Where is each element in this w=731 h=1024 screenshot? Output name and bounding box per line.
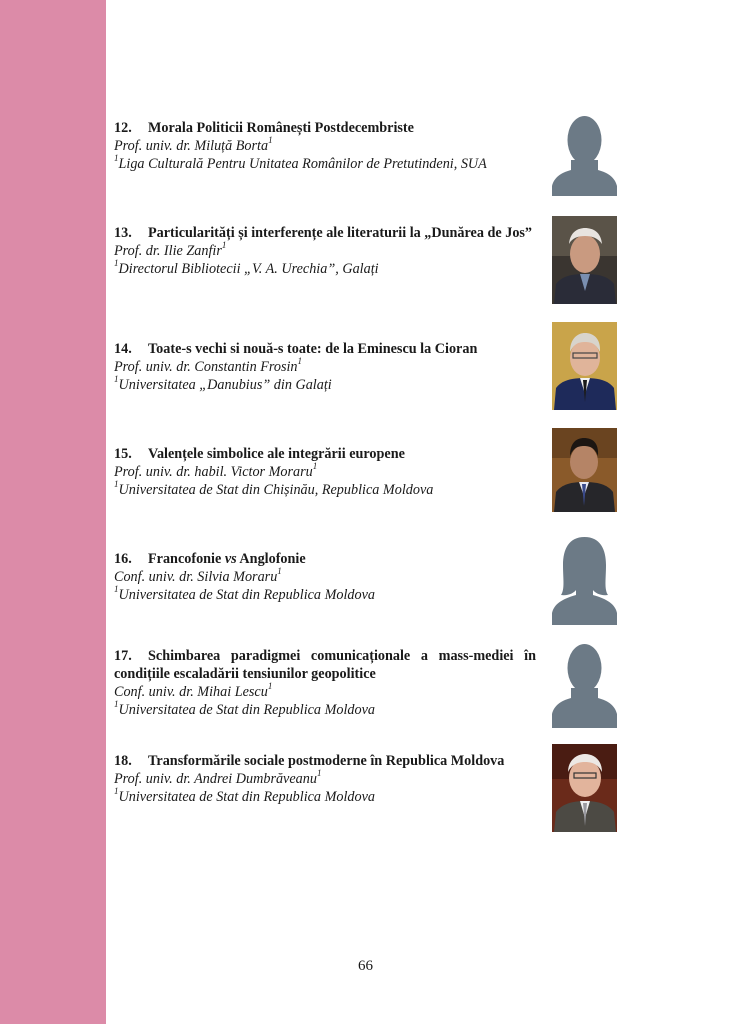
entry-18: [114, 752, 536, 806]
entry-affiliation: $^1$Universitatea de Stat din Republica Moldova: [114, 699, 376, 718]
entry-author: Prof. univ. dr. Constantin Frosin$^1$: [114, 356, 303, 375]
entry-author: Prof. dr. Ilie Zanfir$^1$: [114, 240, 227, 259]
entry-author: Prof. univ. dr. Andrei Dumbrăveanu$^1$: [114, 768, 322, 787]
side-color-band: [0, 0, 106, 1024]
entry-13: [114, 224, 536, 278]
entry-16: [114, 550, 536, 604]
entry-title: 17. Schimbarea paradigmei comunicaționale a mass-mediei în condițiile escaladării tensiunilor geopolitice: [114, 648, 536, 682]
portrait-photo: [552, 428, 617, 512]
entry-author: Prof. univ. dr. Miluță Borta$^1$: [114, 135, 273, 154]
entry-author: Prof. univ. dr. habil. Victor Moraru$^1$: [114, 461, 318, 480]
entry-author: Conf. univ. dr. Silvia Moraru$^1$: [114, 566, 282, 585]
entry-affiliation: $^1$Liga Culturală Pentru Unitatea Românilor de Pretutindeni, SUA: [114, 153, 487, 172]
entry-12: [114, 119, 536, 173]
entry-affiliation: $^1$Universitatea de Stat din Chișinău, Republica Moldova: [114, 479, 434, 498]
entry-title: 12. Morala Politicii Românești Postdecembriste: [114, 120, 414, 136]
placeholder-female-silhouette-icon: [552, 533, 617, 625]
placeholder-male-silhouette-icon: [552, 636, 617, 728]
entry-14: [114, 340, 536, 394]
entry-affiliation: $^1$Universitatea de Stat din Republica Moldova: [114, 786, 376, 805]
page-number: 66: [358, 958, 373, 974]
portrait-photo: [552, 322, 617, 410]
entry-affiliation: $^1$Universitatea de Stat din Republica Moldova: [114, 584, 376, 603]
placeholder-male-silhouette-icon: [552, 108, 617, 196]
portrait-photo: [552, 216, 617, 304]
entry-affiliation: $^1$Directorul Bibliotecii „V. A. Urechia”, Galați: [114, 258, 379, 277]
portrait-photo: [552, 744, 617, 832]
entry-affiliation: $^1$Universitatea „Danubius” din Galați: [114, 374, 332, 393]
entry-title: 16. Francofonie vs Anglofonie: [114, 551, 306, 567]
entry-title: 14. Toate-s vechi si nouă-s toate: de la Eminescu la Cioran: [114, 341, 478, 357]
entry-title: 18. Transformările sociale postmoderne în Republica Moldova: [114, 753, 505, 769]
entry-title: 13. Particularități și interferențe ale literaturii la „Dunărea de Jos”: [114, 225, 533, 241]
entry-title: 15. Valențele simbolice ale integrării europene: [114, 446, 405, 462]
entry-15: [114, 445, 536, 499]
entry-author: Conf. univ. dr. Mihai Lescu$^1$: [114, 681, 273, 700]
entry-17: [114, 647, 536, 719]
